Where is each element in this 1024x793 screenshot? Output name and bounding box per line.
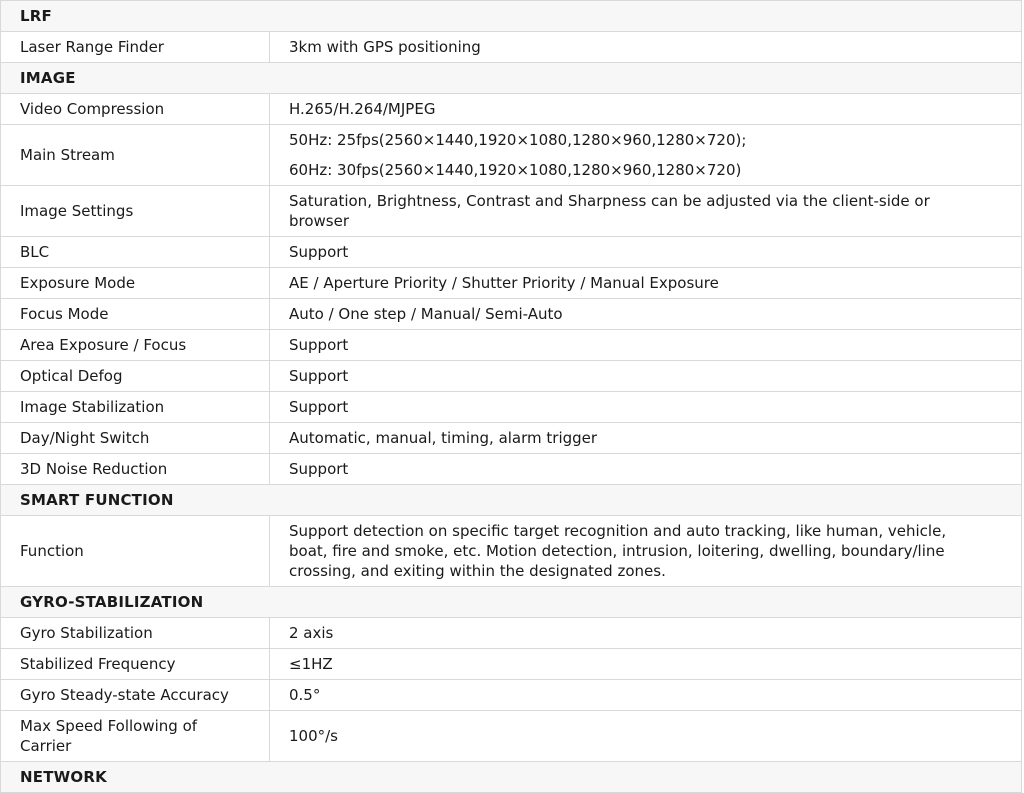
section-header-smart-function <box>1 485 1022 516</box>
spec-value-line: 50Hz: 25fps(2560×1440,1920×1080,1280×960,1280×720); <box>289 131 747 149</box>
spec-value: AE / Aperture Priority / Shutter Priority / Manual Exposure <box>270 268 1022 299</box>
table-row <box>1 423 1022 454</box>
spec-value: Support <box>270 237 1022 268</box>
section-title: SMART FUNCTION <box>1 485 1022 516</box>
table-row <box>1 711 1022 762</box>
spec-key: Day/Night Switch <box>1 423 270 454</box>
spec-value: 3km with GPS positioning <box>270 32 1022 63</box>
section-title: GYRO-STABILIZATION <box>1 587 1022 618</box>
spec-value: ≤1HZ <box>270 649 1022 680</box>
spec-key <box>1 711 270 762</box>
spec-value-text: Support detection on specific target recognition and auto tracking, like human, vehicle, boat, fire and smoke, etc. Motion detection, intrusion, loitering, dwelling, boundary/line crossing, and exiting within the designated zones. <box>289 522 947 580</box>
spec-key: Function <box>1 516 270 587</box>
spec-value <box>270 516 1022 587</box>
spec-key: Gyro Stabilization <box>1 618 270 649</box>
spec-value <box>270 125 1022 186</box>
table-row <box>1 237 1022 268</box>
table-row <box>1 268 1022 299</box>
table-row <box>1 361 1022 392</box>
spec-value-text: Saturation, Brightness, Contrast and Sharpness can be adjusted via the client-side or browser <box>289 192 930 230</box>
table-row <box>1 454 1022 485</box>
spec-value: Auto / One step / Manual/ Semi-Auto <box>270 299 1022 330</box>
spec-value: Support <box>270 392 1022 423</box>
spec-value: Automatic, manual, timing, alarm trigger <box>270 423 1022 454</box>
spec-key: Area Exposure / Focus <box>1 330 270 361</box>
spec-key: Focus Mode <box>1 299 270 330</box>
spec-value: 100°/s <box>270 711 1022 762</box>
table-row <box>1 330 1022 361</box>
spec-value <box>270 186 1022 237</box>
table-row <box>1 618 1022 649</box>
spec-value: Support <box>270 454 1022 485</box>
spec-key: Image Settings <box>1 186 270 237</box>
section-title: IMAGE <box>1 63 1022 94</box>
spec-value: Support <box>270 330 1022 361</box>
table-row <box>1 516 1022 587</box>
table-row <box>1 649 1022 680</box>
spec-value: H.265/H.264/MJPEG <box>270 94 1022 125</box>
table-row <box>1 680 1022 711</box>
spec-key: BLC <box>1 237 270 268</box>
section-header-gyro-stabilization <box>1 587 1022 618</box>
table-row <box>1 392 1022 423</box>
spec-value: 2 axis <box>270 618 1022 649</box>
table-row <box>1 186 1022 237</box>
spec-key: Gyro Steady-state Accuracy <box>1 680 270 711</box>
table-row <box>1 94 1022 125</box>
spec-value: Support <box>270 361 1022 392</box>
table-row <box>1 125 1022 186</box>
section-title: LRF <box>1 1 1022 32</box>
spec-key: 3D Noise Reduction <box>1 454 270 485</box>
table-row <box>1 32 1022 63</box>
section-header-network <box>1 762 1022 793</box>
spec-key: Optical Defog <box>1 361 270 392</box>
section-header-image <box>1 63 1022 94</box>
table-row <box>1 299 1022 330</box>
spec-key-text: Max Speed Following of Carrier <box>20 717 198 755</box>
spec-key: Image Stabilization <box>1 392 270 423</box>
spec-key: Laser Range Finder <box>1 32 270 63</box>
spec-key: Stabilized Frequency <box>1 649 270 680</box>
spec-key: Exposure Mode <box>1 268 270 299</box>
spec-value-line: 60Hz: 30fps(2560×1440,1920×1080,1280×960,1280×720) <box>289 161 742 179</box>
section-title: NETWORK <box>1 762 1022 793</box>
spec-value: 0.5° <box>270 680 1022 711</box>
spec-key: Video Compression <box>1 94 270 125</box>
spec-key: Main Stream <box>1 125 270 186</box>
section-header-lrf <box>1 1 1022 32</box>
